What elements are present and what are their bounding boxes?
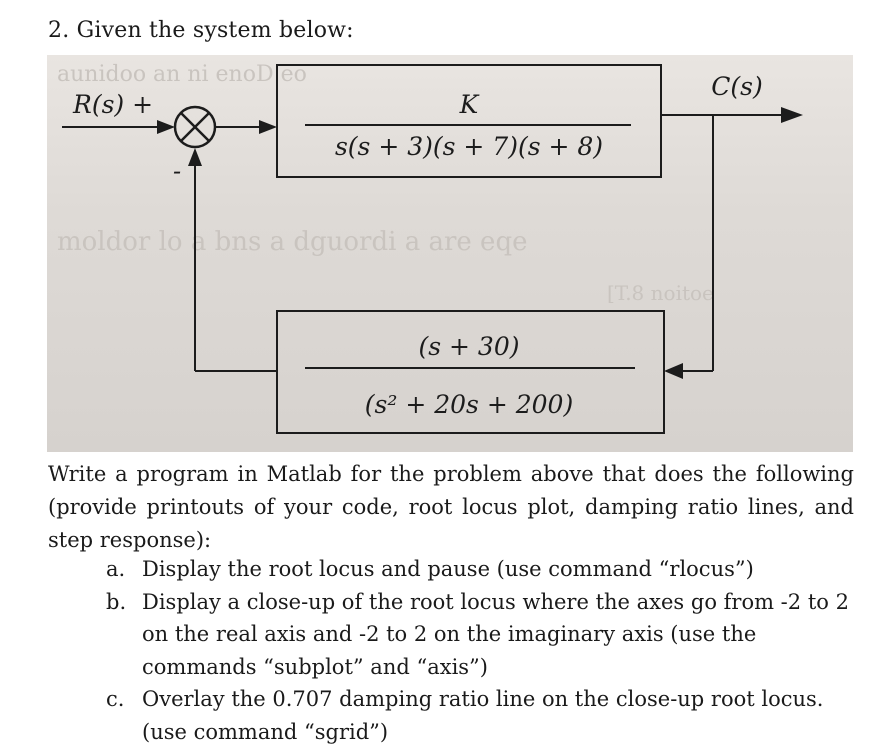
svg-text:aunidoo an ni enoD eo: aunidoo an ni enoD eo: [57, 62, 307, 87]
list-marker: a.: [106, 557, 126, 581]
svg-text:moldor lo a bns a dguordi a a: moldor lo a bns a dguordi a are eqe: [57, 227, 528, 257]
list-item: [106, 553, 854, 586]
list-marker: b.: [106, 589, 127, 614]
output-arrowhead: [781, 107, 803, 123]
error-arrowhead: [259, 120, 277, 134]
feedback-denominator: (s² + 20s + 200): [364, 390, 574, 419]
sum-minus-sign: -: [173, 157, 182, 185]
list-item: [106, 683, 854, 748]
list-marker: c.: [106, 687, 125, 711]
feedback-in-arrowhead: [664, 363, 683, 379]
summing-junction: [175, 107, 215, 147]
feedback-numerator: (s + 30): [418, 332, 520, 361]
output-label: C(s): [711, 72, 763, 101]
instructions-paragraph: Write a program in Matlab for the problem above that does the following (provide printouts of your code, root locus plot, damping ratio lines, and step response):: [48, 462, 854, 552]
block-diagram: [47, 55, 853, 452]
list-item: [106, 586, 854, 684]
list-item-text: Display a close-up of the root locus where the axes go from -2 to 2 on the real axis and -2 to 2 on the imaginary axis (use the commands “subplot” and “axis”): [142, 589, 849, 679]
block-diagram-photo: [47, 55, 853, 452]
problem-heading: 2. Given the system below:: [48, 18, 354, 43]
list-item-text: Display the root locus and pause (use command “rlocus”): [142, 557, 754, 581]
input-label: R(s) +: [73, 90, 154, 119]
svg-text:[T.8 noitoe: [T.8 noitoe: [607, 281, 714, 305]
feedback-up-arrowhead: [188, 148, 202, 166]
forward-denominator: s(s + 3)(s + 7)(s + 8): [334, 132, 604, 161]
forward-numerator: K: [459, 90, 479, 119]
input-arrowhead: [157, 120, 175, 134]
list-item-text: Overlay the 0.707 damping ratio line on the close-up root locus. (use command “sgrid”): [142, 687, 824, 744]
task-list: [106, 553, 854, 748]
